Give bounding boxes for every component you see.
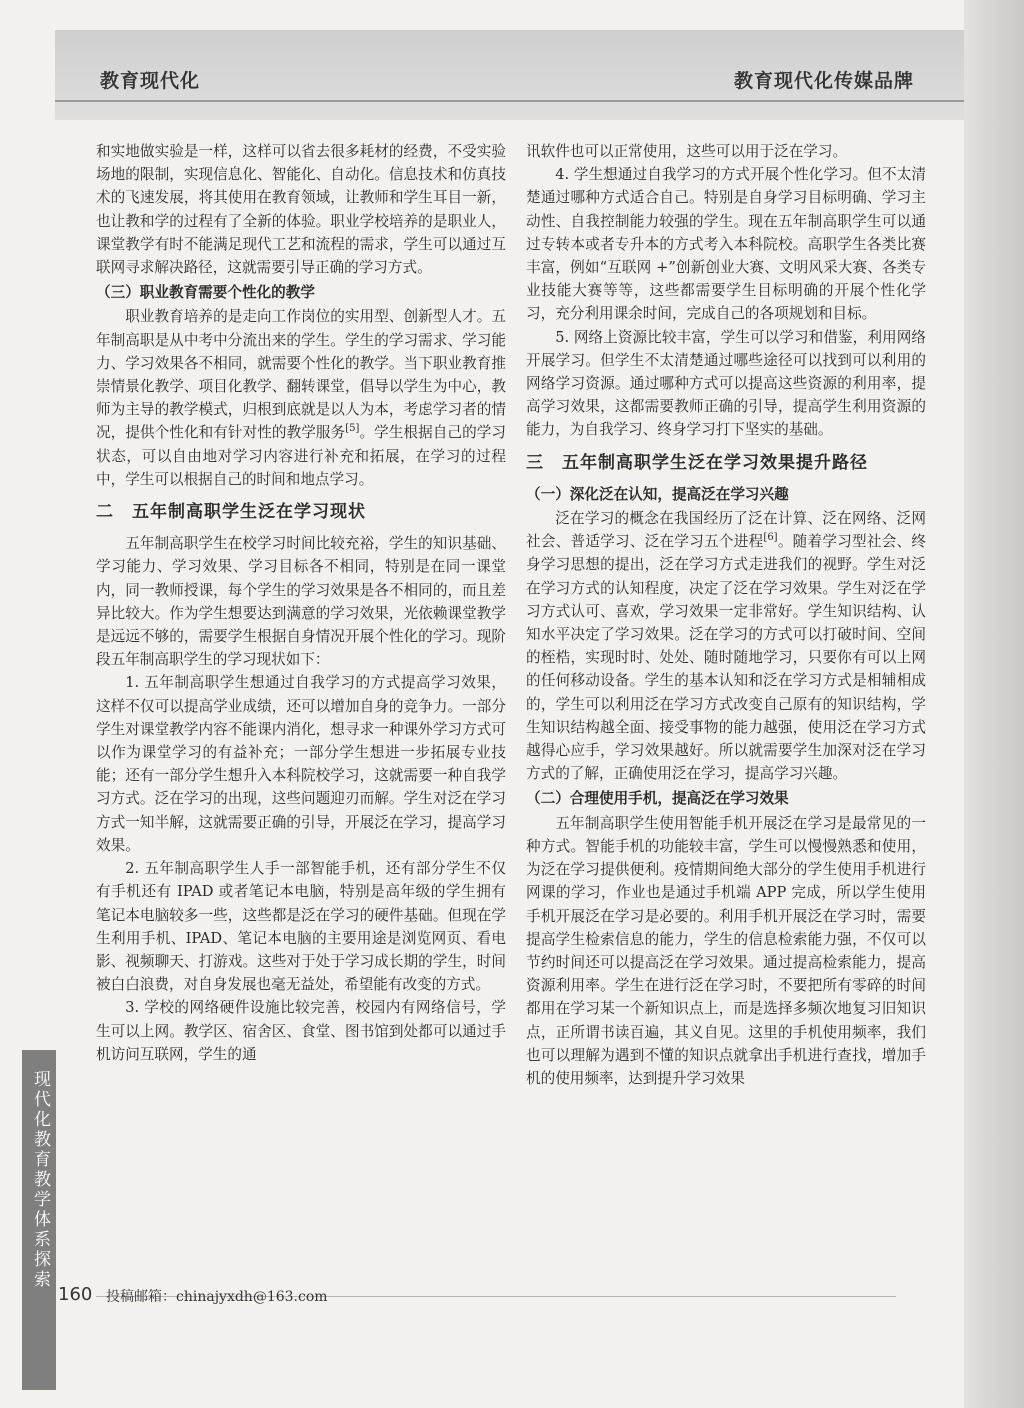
submission-email: 投稿邮箱：chinajyxdh@163.com [106,1289,328,1305]
subsection-heading: （一）深化泛在认知，提高泛在学习兴趣 [526,485,789,503]
paragraph [96,305,506,491]
paragraph: 五年制高职学生使用智能手机开展泛在学习是最常见的一种方式。智能手机的功能较丰富，学生可以慢慢熟悉和使用，为泛在学习提供便利。疫情期间绝大部分的学生使用手机进行网课的学习，作业也是通过手机端 APP 完成，所以学生使用手机开展泛在学习是必要的。利用手机开展泛在学习时，需要提高学生检索信息的能力，学生的信息检索能力强，不仅可以节约时间还可以提高泛在学习效果。通过提高检索能力，提高资源利用率。学生在进行泛在学习时，不要把所有零碎的时间都用在学习某一个新知识点上，而是选择多频次地复习旧知识点，正所谓书读百遍，其义自见。这里的手机使用频率，我们也可以理解为遇到不懂的知识点就拿出手机进行查找，增加手机的使用频率，达到提升学习效果 [526,814,926,1087]
header-rule [55,100,965,102]
subsection-heading: （二）合理使用手机，提高泛在学习效果 [526,790,789,808]
citation-ref: [6] [763,532,778,544]
paragraph: 五年制高职学生在校学习时间比较充裕，学生的知识基础、学习能力、学习效果、学习目标各不相同，特别是在同一课堂内，同一教师授课，每个学生的学习效果是各不相同的，而且差异比较大。作为学生想要达到满意的学习效果，光依赖课堂教学是远远不够的，需要学生根据自身情况开展个性化的学习。现阶段五年制高职学生的学习现状如下： [96,535,506,669]
page-edge-shadow [964,0,1024,1408]
paragraph: 讯软件也可以正常使用，这些可以用于泛在学习。 [526,143,848,160]
paragraph: 5. 网络上资源比较丰富，学生可以学习和借鉴，利用网络开展学习。但学生不太清楚通过哪些途径可以找到可以利用的网络学习资源。通过哪种方式可以提高这些资源的利用率，提高学习效果，这都需要教师正确的引导，提高学生利用资源的能力，为自我学习、终身学习打下坚实的基础。 [526,328,926,439]
page-number: 160 [58,1284,93,1305]
subsection-heading: （三）职业教育需要个性化的教学 [96,284,315,302]
paragraph: 1. 五年制高职学生想通过自我学习的方式提高学习效果，这样不仅可以提高学业成绩，还可以增加自身的竞争力。一部分学生对课堂教学内容不能课内消化，想寻求一种课外学习方式可以作为课堂学习的有益补充；一部分学生想进一步拓展专业技能；还有一部分学生想升入本科院校学习，这就需要一种自我学习方式。泛在学习的出现，这些问题迎刃而解。学生对泛在学习方式一知半解，这就需要正确的引导，开展泛在学习，提高学习效果。 [96,674,506,854]
side-tab [22,1050,56,1390]
right-column [526,140,926,1400]
paragraph: 和实地做实验是一样，这样可以省去很多耗材的经费，不受实验场地的限制，实现信息化、智能化、自动化。信息技术和仿真技术的飞速发展，将其使用在教育领域，让教师和学生耳目一新，也让教和学的过程有了全新的体验。职业学校培养的是职业人，课堂教学有时不能满足现代工艺和流程的需求，学生可以通过互联网寻求解决路径，这就需要引导正确的学习方式。 [96,143,506,277]
running-head-left: 教育现代化 [100,70,201,92]
paragraph [526,507,926,785]
paragraph: 4. 学生想通过自我学习的方式开展个性化学习。但不太清楚通过哪种方式适合自己。特别是自身学习目标明确、学习主动性、自我控制能力较强的学生。现在五年制高职学生可以通过专转本或者专升本的方式考入本科院校。高职学生各类比赛丰富，例如“互联网 +”创新创业大赛、文明风采大赛、各类专业技能大赛等等，这些都需要学生目标明确的开展个性化学习，充分利用课余时间，完成自己的各项规划和目标。 [526,166,926,323]
left-column [96,140,506,1250]
paragraph-text: 。学生根据自己的学习状态，可以自由地对学习内容进行补充和拓展，在学习的过程中，学生可以根据自己的时间和地点学习。 [96,424,506,488]
paragraph-text: 。随着学习型社会、终身学习思想的提出，泛在学习方式走进我们的视野。学生对泛在学习方式的认知程度，决定了泛在学习效果。学生对泛在学习方式认可、喜欢，学习效果一定非常好。学生知识结构、认知水平决定了学习效果。泛在学习的方式可以打破时间、空间的桎梏，实现时时、处处、随时随地学习，只要你有可以上网的任何移动设备。学生的基本认知和泛在学习方式是相辅相成的，学生可以利用泛在学习方式改变自己原有的知识结构，学生知识结构越全面、接受事物的能力越强，使用泛在学习方式越得心应手，学习效果越好。所以就需要学生加深对泛在学习方式的了解，正确使用泛在学习，提高学习兴趣。 [526,533,926,783]
side-tab-label: 现代化教育教学体系探索 [30,1070,50,1290]
section-heading: 二 五年制高职学生泛在学习现状 [96,502,366,523]
citation-ref: [5] [345,423,360,435]
section-heading: 三 五年制高职学生泛在学习效果提升路径 [526,452,868,473]
paragraph-text: 泛在学习的概念在我国经历了泛在计算、泛在网络、泛网社会、普适学习、泛在学习五个进程 [526,510,926,551]
paragraph: 3. 学校的网络硬件设施比较完善，校园内有网络信号，学生可以上网。教学区、宿舍区、食堂、图书馆到处都可以通过手机访问互联网，学生的通 [96,999,506,1063]
paragraph: 2. 五年制高职学生人手一部智能手机，还有部分学生不仅有手机还有 IPAD 或者笔记本电脑，特别是高年级的学生拥有笔记本电脑较多一些，这些都是泛在学习的硬件基础。但现在学生利用手机、IPAD、笔记本电脑的主要用途是浏览网页、看电影、视频聊天、打游戏。这些对于处于学习成长期的学生，时间被白白浪费，对自身发展也毫无益处，希望能有改变的方式。 [96,860,506,994]
paragraph-text: 职业教育培养的是走向工作岗位的实用型、创新型人才。五年制高职是从中考中分流出来的学生。学生的学习需求、学习能力、学习效果各不相同，就需要个性化的教学。当下职业教育推崇情景化教学、项目化教学、翻转课堂，倡导以学生为中心，教师为主导的教学模式，归根到底就是以人为本，考虑学习者的情况，提供个性化和有针对性的教学服务 [96,308,506,442]
running-head-right: 教育现代化传媒品牌 [733,70,914,92]
